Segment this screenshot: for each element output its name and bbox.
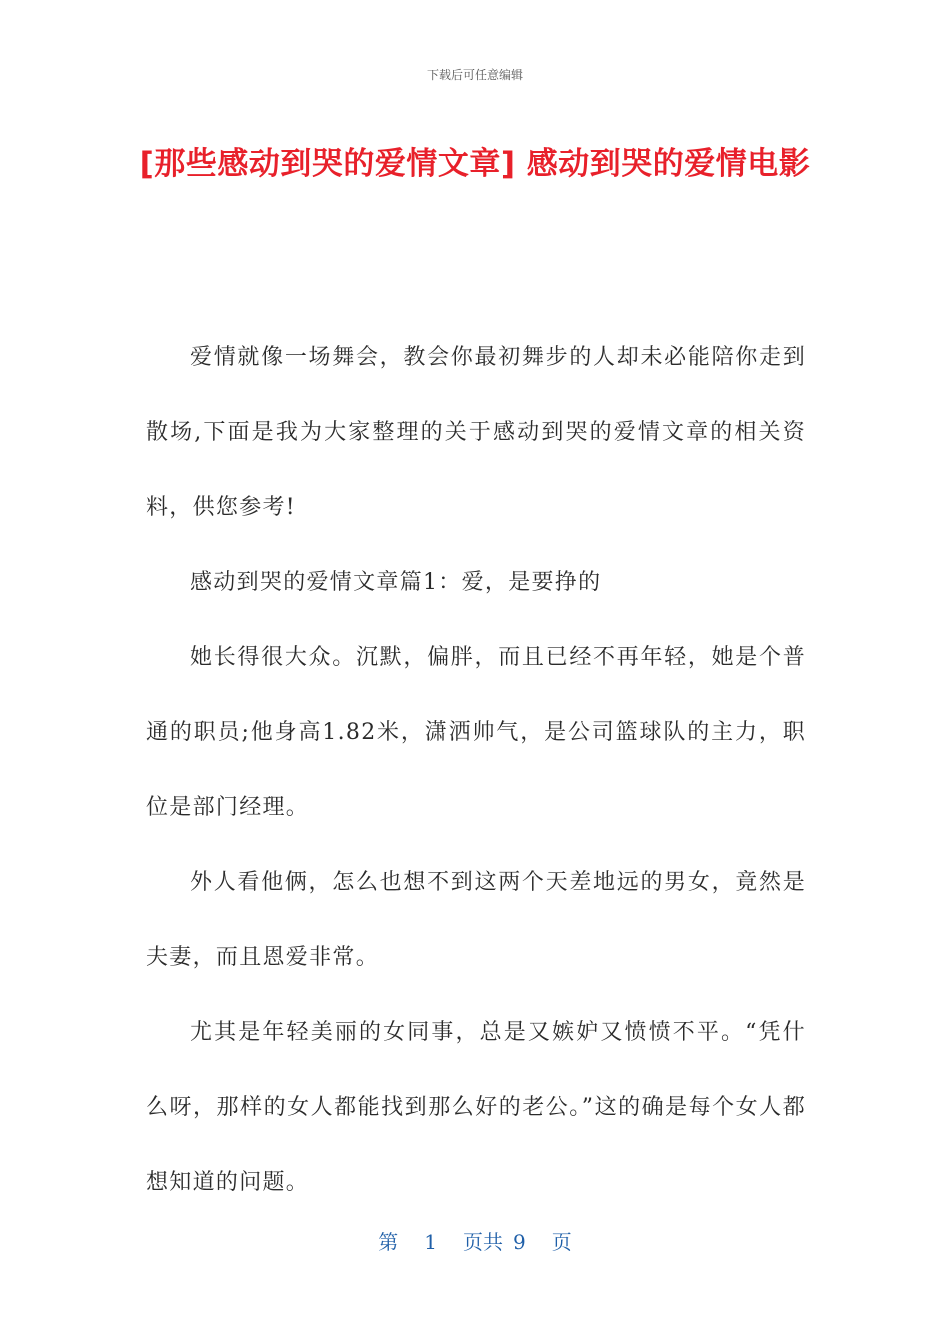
document-body — [146, 320, 806, 1220]
paragraph-outsiders: 外人看他俩，怎么也想不到这两个天差地远的男女，竟然是夫妻，而且恩爱非常。 — [146, 870, 806, 970]
paragraph-colleagues: 尤其是年轻美丽的女同事，总是又嫉妒又愤愤不平。“凭什么呀，那样的女人都能找到那么好的老公。”这的确是每个女人都想知道的问题。 — [146, 1020, 806, 1195]
paragraph-description: 她长得很大众。沉默，偏胖，而且已经不再年轻，她是个普通的职员;他身高1.82米，潇洒帅气，是公司篮球队的主力，职位是部门经理。 — [146, 645, 806, 820]
footer-suffix: 页 — [551, 1230, 572, 1254]
paragraph-section-heading: 感动到哭的爱情文章篇1：爱，是要挣的 — [190, 570, 602, 595]
footer-total-pages: 9 — [513, 1230, 526, 1254]
header-note: 下载后可任意编辑 — [426, 68, 523, 82]
paragraph-intro: 爱情就像一场舞会，教会你最初舞步的人却未必能陪你走到散场,下面是我为大家整理的关于感动到哭的爱情文章的相关资料，供您参考! — [146, 345, 806, 520]
document-title: [那些感动到哭的爱情文章] 感动到哭的爱情电影 — [139, 146, 811, 182]
footer-page-number: 1 — [424, 1230, 437, 1254]
page-footer — [0, 1226, 950, 1255]
footer-prefix: 第 — [378, 1230, 399, 1254]
footer-middle: 页共 — [463, 1230, 503, 1254]
